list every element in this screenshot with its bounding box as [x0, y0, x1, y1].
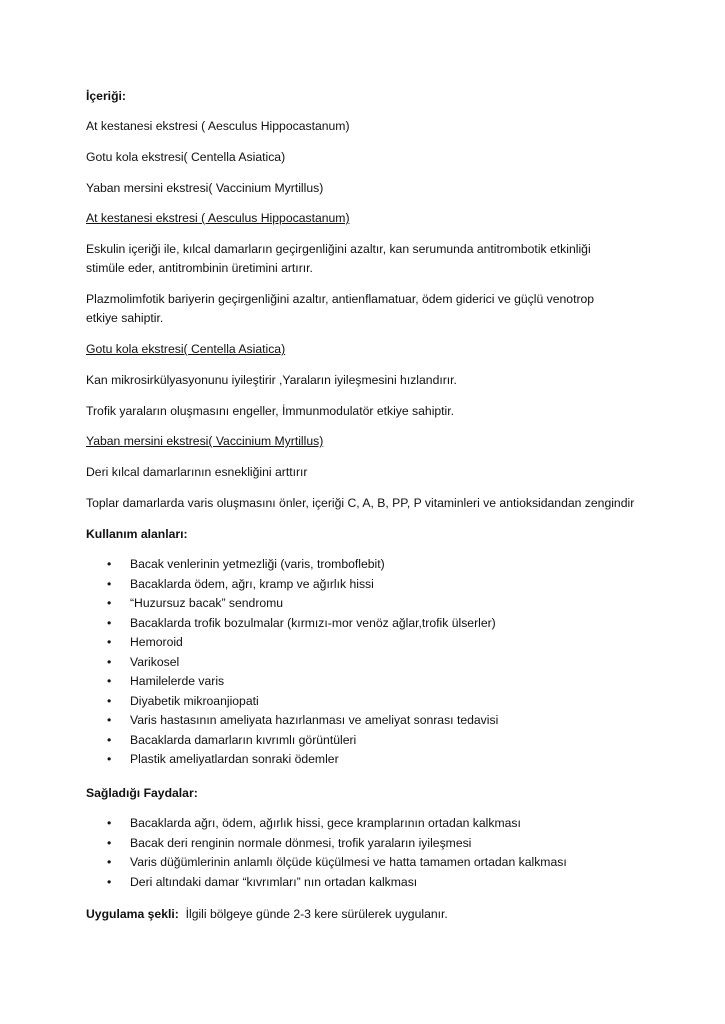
usage-item: Bacaklarda trofik bozulmalar (kırmızı-mor venöz ağlar,trofik ülserler) — [130, 615, 496, 630]
ingredient-2: Gotu kola ekstresi( Centella Asiatica) — [86, 150, 286, 164]
contents-heading: İçeriği: — [86, 89, 126, 103]
bullet-icon: • — [107, 855, 112, 869]
section-horse-chestnut-title: At kestanesi ekstresi ( Aesculus Hippocastanum) — [86, 211, 350, 225]
bullet-icon: • — [107, 816, 112, 830]
bullet-icon: • — [107, 713, 112, 727]
usage-item: Bacaklarda damarların kıvrımlı görüntüleri — [130, 732, 357, 747]
bullet-icon: • — [107, 635, 112, 649]
section-horse-chestnut-p2-line1: Plazmolimfotik bariyerin geçirgenliğini azaltır, antienflamatuar, ödem giderici ve güçlü venotrop — [86, 292, 595, 306]
benefits-item: Bacaklarda ağrı, ödem, ağırlık hissi, gece kramplarının ortadan kalkması — [130, 816, 521, 830]
application-text: İlgili bölgeye günde 2-3 kere sürülerek uygulanır. — [185, 907, 448, 921]
benefits-item: Deri altındaki damar “kıvrımları” nın ortadan kalkması — [130, 874, 418, 889]
bullet-icon: • — [107, 557, 112, 571]
section-gotu-kola-p1: Kan mikrosirkülyasyonunu iyileştirir ,Yaraların iyileşmesini hızlandırır. — [86, 373, 457, 387]
bullet-icon: • — [107, 752, 112, 766]
bullet-icon: • — [107, 693, 112, 708]
section-bilberry-p2: Toplar damarlarda varis oluşmasını önler, içeriği C, A, B, PP, P vitaminleri ve antioksidandan zengindir — [86, 496, 635, 510]
usage-item: Varis hastasının ameliyata hazırlanması ve ameliyat sonrası tedavisi — [130, 713, 499, 727]
usage-heading: Kullanım alanları: — [86, 527, 188, 541]
application-label: Uygulama şekli: — [86, 907, 179, 921]
section-horse-chestnut-p1-line2: stimüle eder, antitrombinin üretimini artırır. — [86, 261, 313, 275]
bullet-icon: • — [107, 576, 112, 591]
bullet-icon: • — [107, 654, 112, 669]
bullet-icon: • — [107, 615, 112, 630]
usage-item: Plastik ameliyatlardan sonraki ödemler — [130, 752, 339, 766]
bullet-icon: • — [107, 596, 112, 610]
section-horse-chestnut-p2-line2: etkiye sahiptir. — [86, 311, 164, 325]
usage-item: Diyabetik mikroanjiopati — [130, 693, 259, 708]
benefits-heading: Sağladığı Faydalar: — [86, 786, 198, 800]
ingredient-3: Yaban mersini ekstresi( Vaccinium Myrtillus) — [86, 181, 324, 195]
section-bilberry-p1: Deri kılcal damarlarının esnekliğini arttırır — [86, 465, 308, 479]
application-line — [86, 907, 448, 922]
usage-item: “Huzursuz bacak” sendromu — [130, 596, 284, 610]
bullet-icon: • — [107, 732, 112, 747]
ingredient-1: At kestanesi ekstresi ( Aesculus Hippocastanum) — [86, 119, 350, 133]
section-bilberry-title: Yaban mersini ekstresi( Vaccinium Myrtillus) — [86, 434, 324, 448]
section-gotu-kola-p2: Trofik yaraların oluşmasını engeller, İmmunmodulatör etkiye sahiptir. — [86, 404, 455, 418]
bullet-icon: • — [107, 874, 112, 889]
bullet-icon: • — [107, 835, 112, 850]
usage-item: Bacak venlerinin yetmezliği (varis, tromboflebit) — [130, 557, 385, 571]
usage-item: Hemoroid — [130, 635, 183, 649]
usage-item: Varikosel — [130, 654, 180, 669]
benefits-item: Bacak deri renginin normale dönmesi, trofik yaraların iyileşmesi — [130, 835, 472, 850]
bullet-icon: • — [107, 674, 112, 688]
section-horse-chestnut-p1-line1: Eskulin içeriği ile, kılcal damarların geçirgenliğini azaltır, kan serumunda antitrombotik etkinliği — [86, 242, 591, 256]
usage-item: Hamilelerde varis — [130, 674, 225, 688]
usage-item: Bacaklarda ödem, ağrı, kramp ve ağırlık hissi — [130, 576, 374, 591]
section-gotu-kola-title: Gotu kola ekstresi( Centella Asiatica) — [86, 342, 286, 356]
benefits-item: Varis düğümlerinin anlamlı ölçüde küçülmesi ve hatta tamamen ortadan kalkması — [130, 855, 567, 869]
